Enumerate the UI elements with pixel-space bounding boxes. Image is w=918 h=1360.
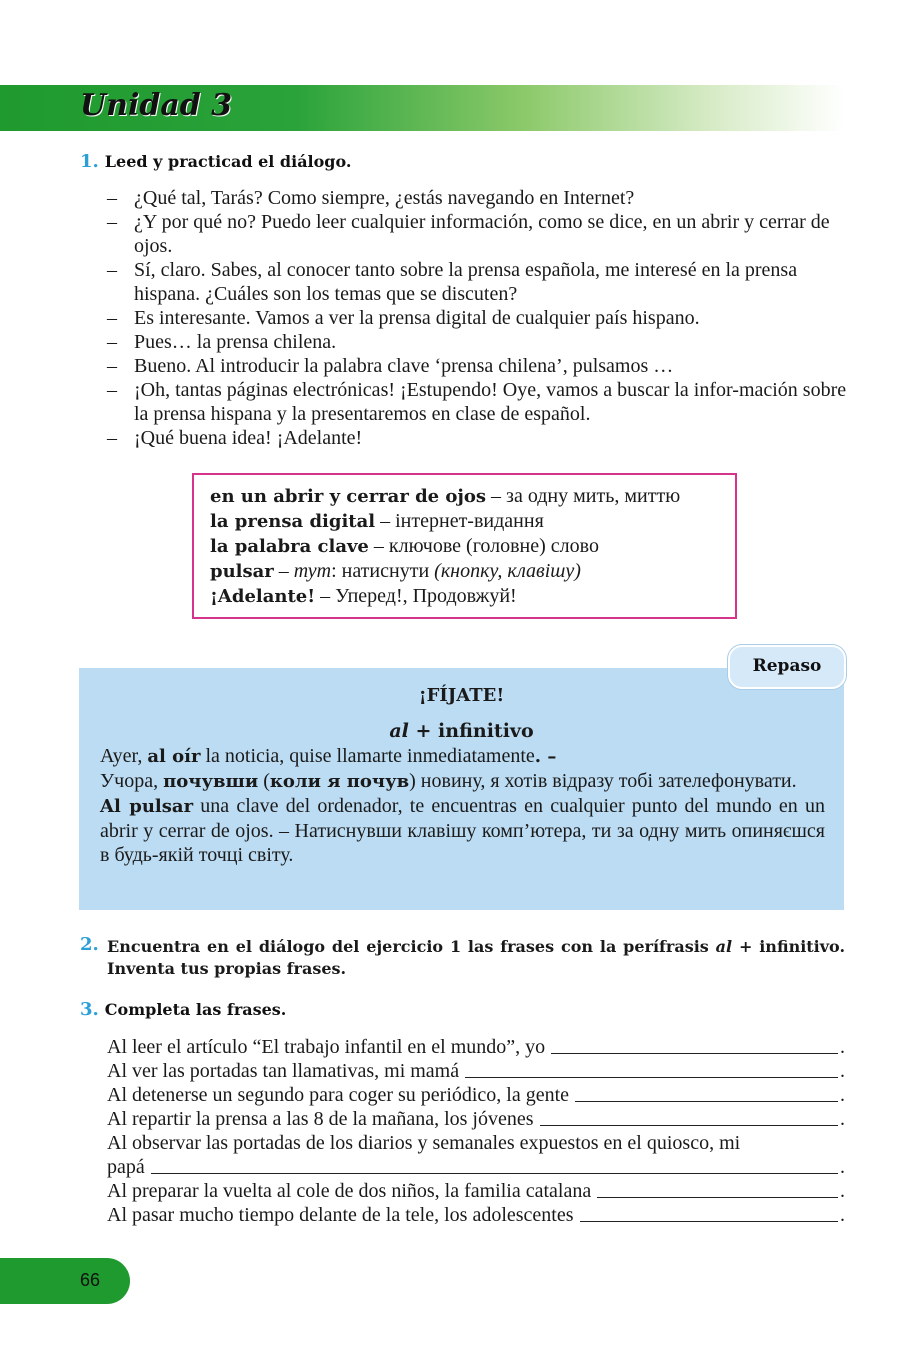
vocab-entry — [210, 584, 719, 609]
vocab-term: la palabra clave — [210, 536, 369, 557]
text: + infinitivo. Inventa tus propias frases. — [107, 937, 846, 978]
exercise-2-number: 2. — [80, 934, 99, 955]
bold-text: почувши — [163, 771, 259, 792]
vocab-entry — [210, 509, 719, 534]
bold-text: . – — [534, 746, 557, 767]
page-number: 66 — [80, 1270, 101, 1290]
vocab-separator: – — [273, 560, 294, 582]
repaso-badge: Repaso — [728, 645, 846, 689]
fill-sentence — [107, 1107, 845, 1131]
subtitle-rest: + infinitivo — [408, 720, 534, 742]
text: ( — [258, 770, 270, 792]
vocab-definition: : натиснути — [331, 560, 435, 582]
note-paragraph — [100, 744, 825, 769]
vocab-note: тут — [293, 560, 332, 582]
grammar-note-body — [100, 744, 825, 867]
vocab-definition: – ключове (головне) слово — [368, 535, 599, 557]
subtitle-italic: al — [389, 720, 409, 742]
dialog-line: – Sí, claro. Sabes, al conocer tanto sobre la prensa española, me interesé en la prensa hispana. ¿Cuáles son los temas que se discuten? — [107, 258, 847, 306]
period: . — [840, 1036, 845, 1058]
text: Учора, — [100, 770, 164, 792]
answer-blank[interactable] — [597, 1196, 838, 1198]
vocab-term: la prensa digital — [210, 511, 376, 532]
vocab-entry — [210, 484, 719, 509]
vocab-entry — [210, 559, 719, 584]
period: . — [840, 1108, 845, 1130]
answer-blank[interactable] — [551, 1052, 838, 1054]
exercise-3-instruction: Completa las frases. — [104, 1000, 287, 1019]
fill-sentence — [107, 1131, 845, 1155]
period: . — [840, 1060, 845, 1082]
fill-in-sentences — [107, 1035, 845, 1227]
sentence-text: Al observar las portadas de los diarios y semanales expuestos en el quiosco, mi — [107, 1132, 741, 1154]
bold-text: al oír — [147, 746, 201, 767]
answer-blank[interactable] — [575, 1100, 838, 1102]
vocab-entry — [210, 534, 719, 559]
note-paragraph — [100, 769, 825, 794]
answer-blank[interactable] — [465, 1076, 838, 1078]
sentence-text: Al pasar mucho tiempo delante de la tele, los adolescentes — [107, 1204, 574, 1226]
vocab-term: ¡Adelante! — [210, 586, 316, 607]
vocab-definition: – за одну мить, миттю — [486, 485, 681, 507]
page-number-tab — [0, 1258, 130, 1304]
period: . — [840, 1084, 845, 1106]
vocab-definition: – Уперед!, Продовжуй! — [315, 585, 517, 607]
grammar-note-title: ¡FÍJATE! — [418, 685, 505, 706]
dialog-list — [107, 186, 847, 450]
unit-title: Unidad 3 — [80, 88, 233, 123]
exercise-2-instruction — [107, 936, 845, 980]
grammar-note-subtitle — [79, 720, 844, 742]
sentence-text: Al repartir la prensa a las 8 de la mañana, los jóvenes — [107, 1108, 534, 1130]
italic-text: al — [715, 937, 733, 956]
vocab-definition: – інтернет-видання — [375, 510, 544, 532]
fill-sentence — [107, 1083, 845, 1107]
dialog-line: – ¿Y por qué no? Puedo leer cualquier información, como se dice, en un abrir y cerrar de ojos. — [107, 210, 847, 258]
dialog-line: – Es interesante. Vamos a ver la prensa digital de cualquier país hispano. — [107, 306, 847, 330]
bold-text: коли я почув — [269, 771, 410, 792]
vocabulary-box — [192, 473, 737, 619]
text: Ayer, — [100, 745, 148, 767]
exercise-1-heading — [80, 151, 351, 172]
text: la noticia, quise llamarte inmediatamente — [200, 745, 535, 767]
answer-blank[interactable] — [151, 1172, 838, 1174]
exercise-1-instruction: Leed y practicad el diálogo. — [104, 152, 352, 171]
sentence-text: papá — [107, 1156, 145, 1178]
dialog-line: – Bueno. Al introducir la palabra clave ‘prensa chilena’, pulsamos … — [107, 354, 847, 378]
exercise-3-heading — [80, 999, 286, 1020]
dialog-line: – ¿Qué tal, Tarás? Como siempre, ¿estás navegando en Internet? — [107, 186, 847, 210]
sentence-text: Al detenerse un segundo para coger su periódico, la gente — [107, 1084, 570, 1106]
vocab-term: pulsar — [210, 561, 274, 582]
exercise-1-number: 1. — [80, 151, 99, 172]
fill-sentence — [107, 1035, 845, 1059]
fill-sentence — [107, 1203, 845, 1227]
dialog-line: – Pues… la prensa chilena. — [107, 330, 847, 354]
fill-sentence — [107, 1059, 845, 1083]
text: ) новину, я хотів відразу тобі зателефонувати. — [409, 770, 797, 792]
vocab-note: (кнопку, клавішу) — [434, 560, 581, 582]
period: . — [840, 1156, 845, 1178]
dialog-line: – ¡Oh, tantas páginas electrónicas! ¡Estupendo! Oye, vamos a buscar la infor-mación sobre la prensa hispana y la presentaremos en clase de español. — [107, 378, 847, 426]
answer-blank[interactable] — [580, 1220, 838, 1222]
answer-blank[interactable] — [540, 1124, 838, 1126]
note-paragraph — [100, 794, 825, 867]
text: una clave del ordenador, te encuentras en cualquier punto del mundo en un abrir y cerrar de ojos. – Натиснувши клавішу комп’ютера, ти за одну мить опиняєшся в будь-якій точці світу. — [100, 795, 825, 866]
sentence-text: Al preparar la vuelta al cole de dos niños, la familia catalana — [107, 1180, 592, 1202]
bold-text: Al pulsar — [100, 796, 194, 817]
vocab-term: en un abrir y cerrar de ojos — [210, 486, 487, 507]
sentence-text: Al ver las portadas tan llamativas, mi mamá — [107, 1060, 460, 1082]
dialog-line: – ¡Qué buena idea! ¡Adelante! — [107, 426, 847, 450]
exercise-3-number: 3. — [80, 999, 99, 1020]
text: Encuentra en el diálogo del ejercicio 1 las frases con la perífrasis — [107, 937, 716, 956]
fill-sentence — [107, 1155, 845, 1179]
period: . — [840, 1204, 845, 1226]
period: . — [840, 1180, 845, 1202]
fill-sentence — [107, 1179, 845, 1203]
sentence-text: Al leer el artículo “El trabajo infantil en el mundo”, yo — [107, 1036, 546, 1058]
